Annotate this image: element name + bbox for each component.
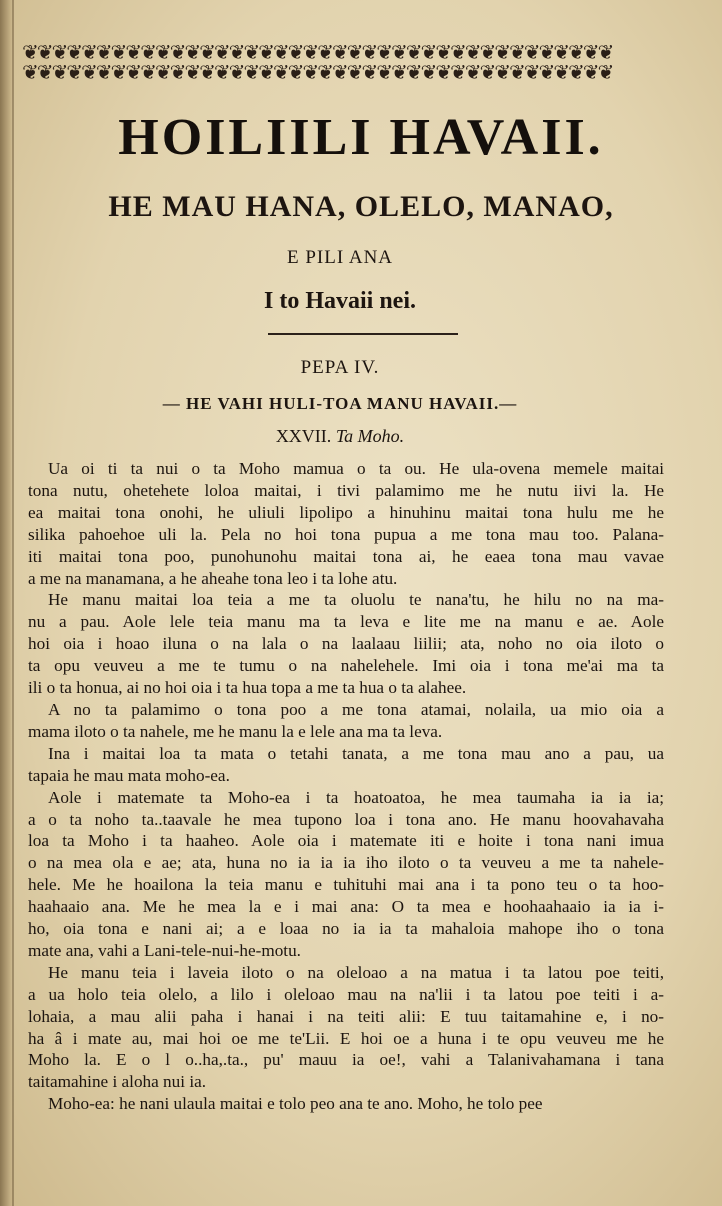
text-line: a me na manamana, a he aheahe tona leo i ta lohe atu.: [28, 568, 398, 588]
pepa-heading: PEPA IV.: [300, 357, 380, 378]
text-line: lohaia, a mau alii paha i hanai i na teiti alii: E tuu taitamahine e, i no-: [28, 1006, 664, 1026]
divider-rule: [268, 333, 458, 335]
ornament-row: ❦❦❦❦❦❦❦❦❦❦❦❦❦❦❦❦❦❦❦❦❦❦❦❦❦❦❦❦❦❦❦❦❦❦❦❦❦❦❦❦: [22, 42, 613, 64]
text-line: Ina i maitai loa ta mata o tetahi tanata, a me tona mau ano a pau, ua: [48, 743, 664, 763]
text-line: tapaia he mau mata moho-ea.: [28, 765, 230, 785]
text-line: silika pahoehoe uli la. Pela no hoi tona pupua a me tona mau too. Palana-: [28, 524, 664, 544]
text-line: ea maitai tona onohi, he uliuli lipolipo a hinuhinu maitai tona hulu me he: [28, 502, 664, 522]
body-text: [28, 458, 664, 1115]
text-line: He manu teia i laveia iloto o na oleloao a na matua i ta latou poe teiti,: [48, 962, 664, 982]
ito-havaii-line: I to Havaii nei.: [263, 288, 416, 314]
text-line: taitamahine i aloha nui ia.: [28, 1072, 207, 1092]
page-title: HOILIILI HAVAII.: [118, 109, 604, 166]
item-name: Ta Moho.: [335, 426, 405, 446]
text-line: Ua oi ti ta nui o ta Moho mamua o ta ou. He ula-ovena memele maitai: [48, 459, 664, 478]
text-line: loa ta Moho i ta haaheo. Aole oia i matemate iti e hoite i tona nani imua: [28, 831, 664, 851]
text-line: hoi oia i hoao iluna o na lala o na laalaau liilii; ata, noho no oia iloto o: [28, 634, 664, 654]
text-line: hele. Me he hoailona la teia manu e tuhituhi mai ana i ta pono teu o ta hoo-: [28, 875, 664, 895]
page-subtitle: HE MAU HANA, OLELO, MANAO,: [108, 190, 614, 223]
ornament-row: ❦❦❦❦❦❦❦❦❦❦❦❦❦❦❦❦❦❦❦❦❦❦❦❦❦❦❦❦❦❦❦❦❦❦❦❦❦❦❦❦: [22, 60, 613, 82]
text-line: a ua holo teia olelo, a lilo i oleloao mau na na'lii i ta latou poe teiti i a-: [28, 984, 664, 1004]
text-line: mama iloto o ta nahele, me he manu la e lele ana ma ta leva.: [28, 721, 443, 741]
decorative-border: [22, 42, 654, 82]
text-line: a o ta noho ta..taavale he mea tupono loa i tona ano. He manu hoovahavaha: [28, 809, 664, 829]
text-line: nu a pau. Aole lele teia manu ma ta leva e lite me na manu e ae. Aole: [28, 612, 664, 632]
text-line: ha â i mate au, mai hoi oe me te'Lii. E hoi oe a huna i te opu veuveu me he: [28, 1028, 664, 1048]
e-pili-ana-line: E PILI ANA: [286, 247, 394, 268]
text-line: ta opu veuveu a me te tumu o na nahelehele. Imi oia i tona me'ai ma ta: [28, 656, 664, 676]
text-line: Aole i matemate ta Moho-ea i ta hoatoatoa, he mea taumaha ia ia ia;: [48, 787, 664, 807]
section-title: — HE VAHI HULI-TOA MANU HAVAII.—: [162, 394, 518, 413]
item-heading: [0, 425, 680, 447]
item-number: XXVII.: [275, 426, 332, 446]
page-spine-line: [12, 0, 14, 1206]
text-line: o na mea ola e ae; ata, huna no ia ia ia iho iloto o ta veuveu a me ta nahele-: [28, 853, 664, 873]
text-line: A no ta palamimo o tona poo a me tona atamai, nolaila, ua mio oia a: [48, 699, 664, 719]
text-line: He manu maitai loa teia a me ta oluolu te nana'tu, he hilu no na ma-: [48, 590, 664, 610]
text-line: ili o ta honua, ai no hoi oia i ta hua topa a me ta hua o ta alahee.: [28, 678, 467, 698]
text-line: ho, oia tona e nani ai; a e loaa no ia ia ta mahaloia mahope iho o tona: [28, 919, 664, 939]
text-line: Moho la. E o l o..ha,.ta., pu' mauu ia oe!, vahi a Talanivahamana i tana: [28, 1050, 664, 1070]
text-line: iti maitai tona poo, punohunohu maitai tona ai, he eaea tona mau vavae: [28, 546, 664, 566]
text-line: Moho-ea: he nani ulaula maitai e tolo peo ana te ano. Moho, he tolo pee: [48, 1094, 543, 1114]
text-line: tona nutu, ohetehete loloa maitai, i tivi palamimo me he nutu iivi la. He: [28, 480, 664, 500]
text-line: haahaaio ana. Me he mea la e i mai ana: O ta mea e hoohaahaaio ia ia i-: [28, 897, 664, 917]
text-line: mate ana, vahi a Lani-tele-nui-he-motu.: [28, 940, 301, 960]
